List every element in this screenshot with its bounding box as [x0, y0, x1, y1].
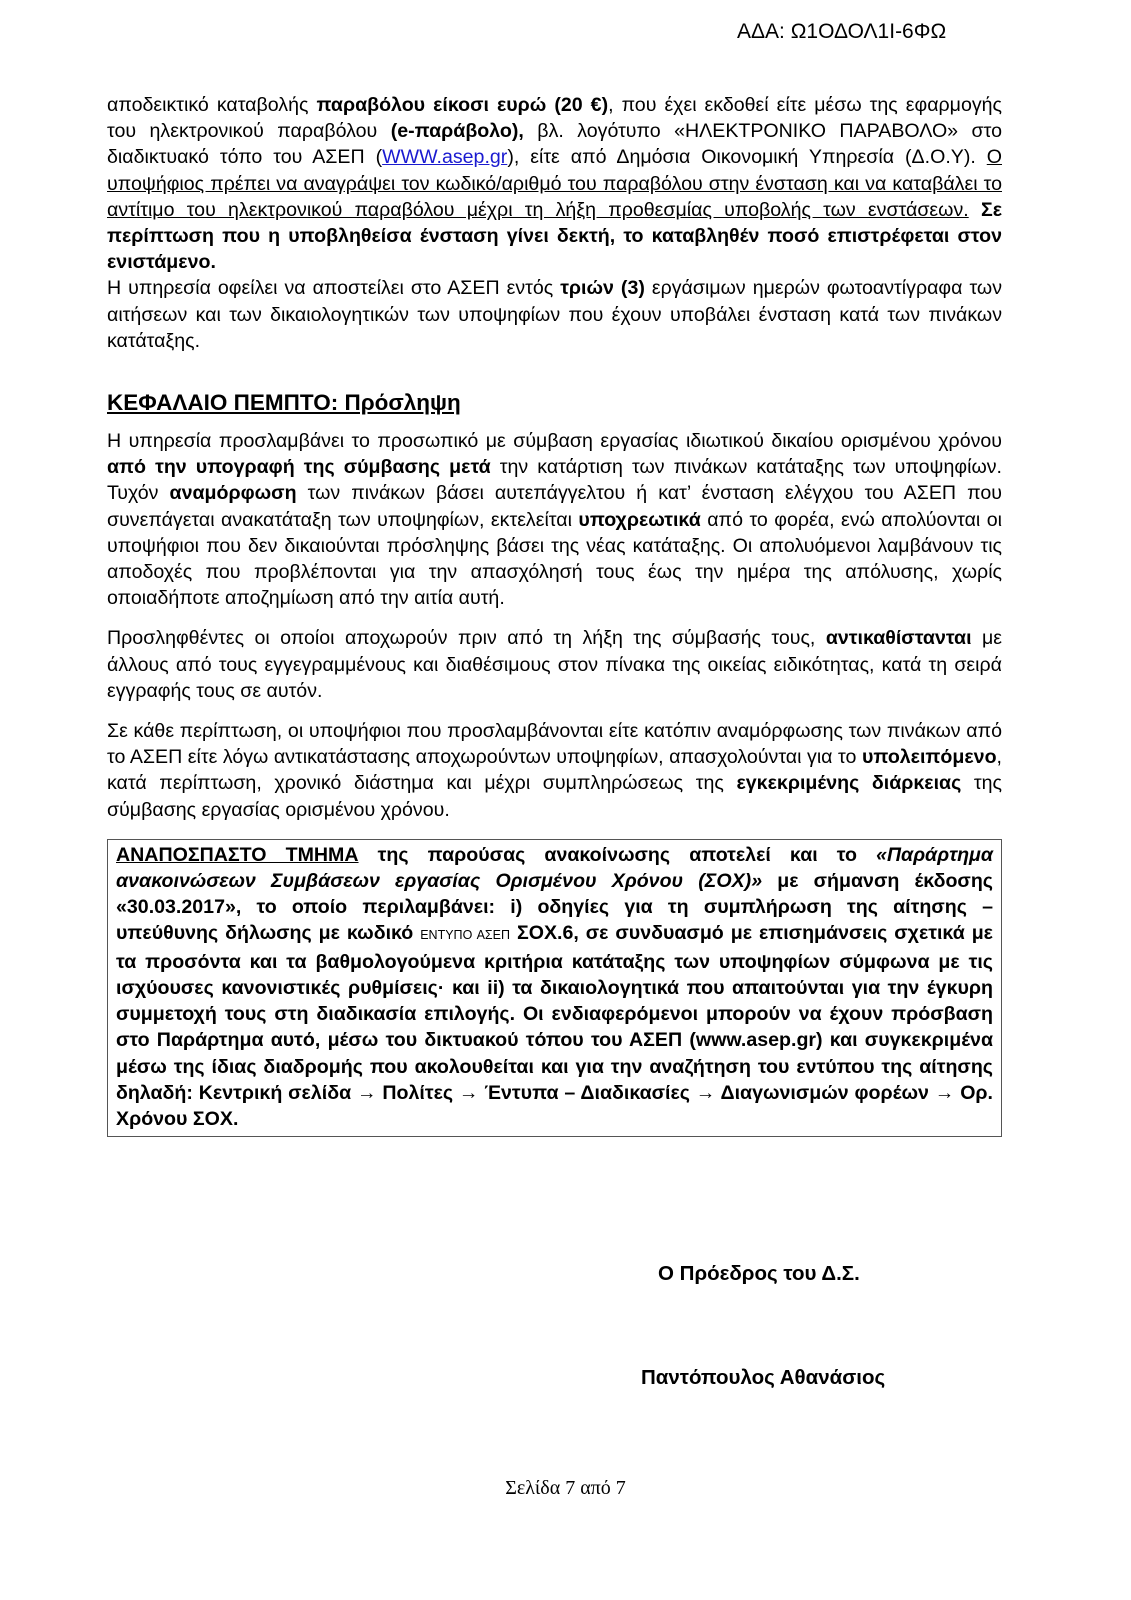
bold-text: παραβόλου είκοσι ευρώ (20 €) — [316, 94, 609, 116]
bold-text: τριών (3) — [560, 277, 645, 300]
bold-text: (e-παράβολο), — [390, 120, 524, 143]
bold-text: υποχρεωτικά — [578, 508, 701, 531]
underlined-text: Ο υποψήφιος πρέπει να αναγράψει τον κωδικό/αριθμό του παραβόλου στην ένσταση και να καταβάλει το αντίτιμο του ηλεκτρονικού παραβόλου μέχρι τη λήξη προθεσμίας υποβολής των ενστάσεων. — [107, 146, 1002, 221]
paragraph-replacement — [107, 625, 1002, 704]
text: , κατά περίπτωση, χρονικό διάστημα και μέχρι συμπληρώσεως της — [107, 746, 1002, 795]
text: ΣΟΧ.6, σε συνδυασμό με επισημάνσεις σχετικά με τα προσόντα και τα βαθμολογούμενα κριτήρια κατάταξης των υποψηφίων σύμφωνα με τις ισχύουσες κανονιστικές ρυθμίσεις· και ii) τα δικαιολογητικά που απαιτούνται για την έγκυρη συμμετοχή τους στη διαδικασία επιλογής. Οι ενδιαφερόμενοι μπορούν να έχουν πρόσβαση στο Παράρτημα αυτό, μέσω του δικτυακού τόπου του ΑΣΕΠ (www.asep.gr) και συγκεκριμένα μέσω της ίδιας διαδρομής που ακολουθείται και για την αναζήτηση του εντύπου της αίτησης δηλαδή: Κεντρική σελίδα → Πολίτες → Έντυπα – Διαδικασίες → Διαγωνισμών φορέων → Ορ. Χρόνου ΣΟΧ. — [116, 922, 993, 1130]
text: , που έχει εκδοθεί είτε μέσω της εφαρμογής του ηλεκτρονικού παραβόλου — [107, 94, 1003, 143]
text: εργάσιμων ημερών φωτοαντίγραφα των αιτήσεων και των δικαιολογητικών των υποψηφίων που έχουν υποβάλει ένσταση κατά των πινάκων κατάταξης. — [107, 277, 1003, 352]
page-number: Σελίδα 7 από 7 — [505, 1477, 626, 1499]
bold-text: εγκεκριμένης διάρκειας — [736, 772, 962, 795]
annex-notice-text — [116, 842, 993, 1132]
annex-notice-box — [107, 839, 1002, 1137]
signature-title: Ο Πρόεδρος του Δ.Σ. — [658, 1262, 860, 1285]
bold-text: υπολειπόμενο — [861, 746, 997, 769]
text: με σήμανση έκδοσης «30.03.2017», το οποίο περιλαμβάνει: i) οδηγίες για τη συμπλήρωση της αίτησης – υπεύθυνης δήλωσης με κωδικό — [116, 870, 993, 945]
paragraph-service-obligation — [107, 275, 1002, 354]
text: Προσληφθέντες οι οποίοι αποχωρούν πριν από τη λήξη της σύμβασής τους, — [107, 627, 826, 650]
bold-text: από την υπογραφή της σύμβασης μετά — [107, 456, 491, 479]
italic-text: «Παράρτημα ανακοινώσεων Συμβάσεων εργασίας Ορισμένου Χρόνου (ΣΟΧ)» — [116, 843, 994, 893]
underlined-text: ΑΝΑΠΟΣΠΑΣΤΟ ΤΜΗΜΑ — [116, 843, 359, 866]
text: Η υπηρεσία προσλαμβάνει το προσωπικό με σύμβαση εργασίας ιδιωτικού δικαίου ορισμένου χρόνου — [107, 430, 1002, 453]
asep-website-link[interactable]: WWW.asep.gr — [382, 146, 508, 169]
document-ada-code: ΑΔΑ: Ω1ΟΔΟΛ1Ι-6ΦΩ — [737, 20, 947, 43]
text: βλ. λογότυπο «ΗΛΕΚΤΡΟΝΙΚΟ ΠΑΡΑΒΟΛΟ» στο διαδικτυακό τόπο του ΑΣΕΠ ( — [107, 120, 1002, 169]
paragraph-remaining-duration — [107, 718, 1002, 823]
paragraph-objection-fee — [107, 92, 1002, 275]
text: την κατάρτιση των πινάκων κατάταξης των υποψηφίων. Τυχόν — [107, 456, 1002, 505]
text: αποδεικτικό καταβολής — [107, 94, 317, 116]
small-caps-text: ΕΝΤΥΠΟ ΑΣΕΠ — [420, 928, 511, 943]
text: από το φορέα, ενώ απολύονται οι υποψήφιοι που δεν δικαιούνται πρόσληψης βάσει της νέας κατάταξης. Οι απολυόμενοι λαμβάνουν τις αποδοχές που προβλέπονται για την απασχόλησή τους έως την ημέρα της απόλυσης, χωρίς οποιαδήποτε αποζημίωση από την αιτία αυτή. — [107, 508, 1002, 610]
bold-text: αναμόρφωση — [169, 482, 297, 505]
text: των πινάκων βάσει αυτεπάγγελτου ή κατ’ ένσταση ελέγχου του ΑΣΕΠ που συνεπάγεται ανακατάταξη των υποψηφίων, εκτελείται — [107, 482, 1002, 531]
text: ), είτε από Δημόσια Οικονομική Υπηρεσία (Δ.Ο.Υ). — [507, 146, 987, 169]
signature-name: Παντόπουλος Αθανάσιος — [641, 1366, 886, 1389]
text: Σε κάθε περίπτωση, οι υποψήφιοι που προσλαμβάνονται είτε κατόπιν αναμόρφωσης των πινάκων από το ΑΣΕΠ είτε λόγω αντικατάστασης αποχωρούντων υποψηφίων, απασχολούνται για το — [107, 720, 1002, 769]
text: της παρούσας ανακοίνωσης αποτελεί και το — [358, 843, 877, 866]
chapter-heading: ΚΕΦΑΛΑΙΟ ΠΕΜΠΤΟ: Πρόσληψη — [107, 390, 461, 416]
text: με άλλους από τους εγγεγραμμένους και διαθέσιμους στον πίνακα της οικείας ειδικότητας, κατά τη σειρά εγγραφής τους σε αυτόν. — [107, 627, 1002, 702]
text: της σύμβασης εργασίας ορισμένου χρόνου. — [107, 772, 1003, 821]
paragraph-hiring — [107, 428, 1002, 611]
bold-text: Σε περίπτωση που η υποβληθείσα ένσταση γίνει δεκτή, το καταβληθέν ποσό επιστρέφεται στον ενιστάμενο. — [107, 198, 1002, 274]
text: Η υπηρεσία οφείλει να αποστείλει στο ΑΣΕΠ εντός — [107, 277, 561, 300]
text — [969, 199, 981, 221]
bold-text: αντικαθίστανται — [825, 627, 972, 650]
document-body — [107, 92, 1002, 1137]
